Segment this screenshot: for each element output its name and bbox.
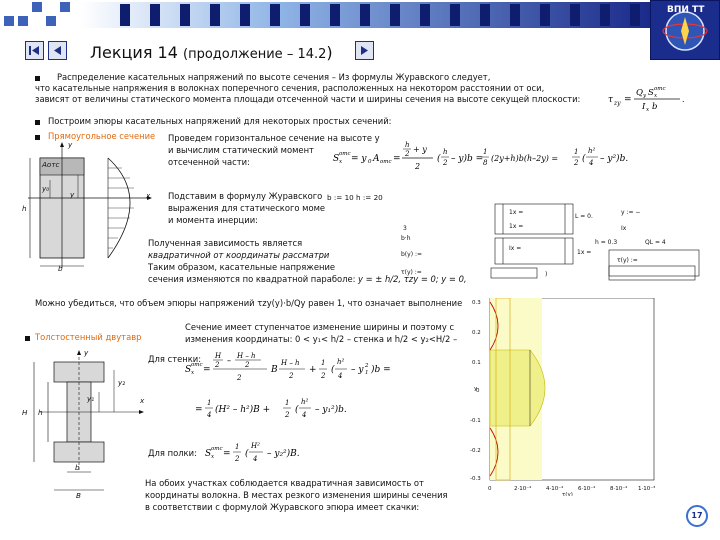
rect-text: и вычислим статический момент [168,145,314,155]
svg-text:QL = 4: QL = 4 [645,239,666,246]
svg-text:x: x [339,159,343,165]
svg-text:τ(y) :=: τ(y) := [401,269,422,276]
svg-text:2: 2 [285,411,290,419]
mathcad-params: b := 10 h := 20 [327,193,383,202]
svg-text:2: 2 [405,150,410,158]
svg-text:x: x [646,107,650,113]
svg-text:1: 1 [365,370,369,376]
rect-heading: Прямоугольное сечение [48,131,156,141]
logo [650,0,720,60]
svg-text:b·h: b·h [401,235,411,242]
zhuravsky-formula [608,84,688,116]
rect-text: Подставим в формулу Журавского [168,191,323,201]
svg-text:+ y: + y [413,145,427,154]
svg-text:отс: отс [380,159,392,165]
bullet [35,120,40,125]
rect-section-diagram [18,140,168,278]
svg-text:– y₁²)b.: – y₁²)b. [315,405,347,415]
nav-prev-button[interactable] [48,41,67,60]
axis-label-x: x [140,396,145,405]
svg-text:= y: = y [351,154,367,164]
svg-text:Ix =: Ix = [509,245,522,252]
svg-text:2: 2 [289,372,294,380]
wall-formula-2 [195,392,395,430]
flange-formula [205,436,365,474]
label-y1: y₁ [87,394,95,403]
svg-text:h: h [405,141,410,149]
skip-back-icon [26,42,43,59]
svg-text:b(y) :=: b(y) := [401,251,422,258]
tick-label: 4·10⁻⁴ [546,486,564,492]
svg-text:4: 4 [589,159,594,167]
rect-text: Полученная зависимость является [148,238,303,248]
rect-text: сечения изменяются по квадратной параболе: [148,274,356,284]
svg-text:H – h: H – h [281,359,300,367]
svg-text:1x =: 1x = [577,249,592,256]
page-number-badge [686,505,708,527]
label-B: B [76,491,81,500]
page-title: Лекция 14 (продолжение – 14.2) [90,43,333,62]
flange-label: Для полки: [148,448,197,458]
wall-label: Для стенки: [148,354,202,364]
svg-text:4: 4 [207,411,212,419]
svg-text:B: B [271,365,278,375]
label-b: b [75,463,80,472]
svg-text:h²: h² [588,147,596,155]
nav-next-button[interactable] [355,41,374,60]
label-h: h [38,408,43,417]
page-number: 17 [691,511,703,520]
svg-text:отс: отс [654,86,666,92]
svg-text:– y: – y [351,365,364,375]
svg-text:=: = [223,449,231,459]
svg-text:b: b [652,102,658,112]
svg-text:– y)b =: – y)b = [451,154,484,164]
label-h: h [22,204,27,213]
intro-line-1: Распределение касательных напряжений по высоте сечения – Из формулы Журавского следует, [57,72,491,82]
svg-text:h: h [443,148,448,156]
svg-text:): ) [545,271,548,278]
arrow-right-icon [356,42,373,59]
tick-label: 0.2 [472,330,481,336]
svg-text:y := −: y := − [621,209,641,216]
rect-boundary-values: y = ± h/2, τzy = 0; y = 0, [358,274,467,284]
svg-text:2: 2 [443,159,448,167]
svg-text:(: ( [437,154,441,164]
svg-text:τ: τ [608,95,613,105]
rect-text: квадратичной от координаты рассматри [148,250,330,260]
svg-text:h²: h² [301,398,309,406]
tick-label: 0.1 [472,360,481,366]
svg-text:H²: H² [251,442,260,450]
svg-text:1x =: 1x = [509,209,524,216]
svg-text:1x =: 1x = [509,223,524,230]
svg-text:A: A [373,154,380,164]
rect-text: выражения для статического моме [168,203,326,213]
svg-text:(: ( [331,365,335,375]
axis-label-x: x [146,191,151,200]
label-y2: y₂ [118,378,126,387]
svg-text:–: – [227,356,231,365]
svg-text:отс: отс [191,362,203,368]
svg-text:1: 1 [321,359,326,367]
svg-text:=: = [624,95,632,105]
wall-formula-1 [185,346,465,392]
label-y0: y₀ [42,184,50,193]
svg-text:x: x [211,454,215,460]
svg-text:H: H [215,352,222,360]
svg-text:1: 1 [235,443,240,451]
svg-text:S: S [333,154,340,164]
tick-label: 0 [488,486,492,492]
label-y: y [70,190,75,199]
header-stripe [0,0,650,36]
svg-text:2: 2 [235,455,240,463]
ibeam-text: координаты волокна. В местах резкого изменения ширины сечения [145,490,448,500]
svg-text:1: 1 [574,148,579,156]
svg-text:2: 2 [321,372,326,380]
nav-first-button[interactable] [25,41,44,60]
svg-text:(: ( [582,154,586,164]
svg-text:x: x [191,370,195,376]
axis-label-y: y [68,140,73,149]
svg-text:1: 1 [483,148,488,156]
svg-text:2: 2 [237,374,242,382]
svg-text:+: + [309,365,317,375]
svg-text:I: I [642,102,646,112]
svg-text:2: 2 [365,363,369,369]
svg-text:Q: Q [636,88,643,98]
svg-text:4: 4 [253,455,258,463]
title-close-paren: ) [326,43,333,62]
rect-text: Проведем горизонтальное сечение на высоте y [168,133,380,143]
svg-text:H – h: H – h [237,352,256,360]
tick-label: 1·10⁻³ [638,486,656,492]
svg-text:2: 2 [245,361,250,369]
tick-label: 8·10⁻⁴ [610,486,628,492]
svg-text:0: 0 [368,159,372,165]
svg-text:=: = [203,365,211,375]
intro-line-2: что касательные напряжения в волокнах поперечного сечения, расположенных на некотором расстоянии от оси, [35,83,545,93]
intro-bullet-2: Построим эпюры касательных напряжений для некоторых простых сечений: [48,116,392,126]
svg-text:(: ( [295,405,299,415]
ibeam-heading: Толстостенный двутавр [35,332,142,342]
svg-text:S: S [648,88,654,98]
intro-line-3: зависят от величины статического момента площади отсеченной части и ширины сечения на высоте секущей плоскости: [35,94,581,104]
page-subtitle: (продолжение – 14.2 [183,47,327,62]
svg-text:=: = [195,405,203,415]
bullet [25,336,30,341]
rect-text: Таким образом, касательные напряжение [148,262,336,272]
ibeam-text: в соответствии с формулой Журавского эпюра имеет скачки: [145,502,420,512]
svg-text:8: 8 [483,159,488,167]
ibeam-diagram [22,348,152,500]
plot-y-label: y [474,386,478,392]
label-area: Aотс [42,160,60,169]
svg-text:h²: h² [337,358,345,366]
label-H: H [22,408,28,417]
svg-text:zy: zy [614,100,621,107]
rect-volume-note: Можно убедиться, что объем эпюры напряжений τzy(y)·b/Qy равен 1, что означает выполнение [35,298,463,308]
plot-x-label: τ(y) [562,492,573,496]
svg-text:h = 0.3: h = 0.3 [595,239,618,246]
svg-text:2: 2 [574,159,579,167]
rect-text: и момента инерции: [168,215,258,225]
ibeam-text: изменения координаты: 0 < y₁< h/2 – стенка и h/2 < y₂<H/2 – [185,334,458,344]
svg-text:1: 1 [285,399,290,407]
svg-text:– y²)b.: – y²)b. [600,154,629,164]
svg-text:)b =: )b = [371,365,391,375]
ibeam-text: Сечение имеет ступенчатое изменение ширины и поэтому с [185,322,455,332]
mathcad-worksheet [395,190,715,282]
svg-text:=: = [393,154,401,164]
tick-label: -0.1 [470,418,481,424]
tick-label: 2·10⁻⁴ [514,486,532,492]
svg-text:3: 3 [403,225,407,232]
svg-text:y: y [643,93,647,99]
svg-text:отс: отс [211,446,223,452]
bullet [35,76,40,81]
svg-text:.: . [682,95,685,104]
svg-text:(H² – h²)B +: (H² – h²)B + [215,405,271,415]
axis-label-y: y [84,348,89,357]
rect-static-moment-formula-end [572,137,682,185]
svg-text:2: 2 [415,162,421,171]
rect-text: отсеченной части: [168,157,250,167]
tick-label: -0.3 [470,476,481,482]
svg-text:(2y+h)b(h–2y) =: (2y+h)b(h–2y) = [491,154,559,163]
svg-text:4: 4 [338,372,343,380]
svg-text:(: ( [245,449,249,459]
svg-text:2: 2 [215,361,220,369]
svg-text:1: 1 [207,399,212,407]
rect-static-moment-formula [333,137,573,185]
arrow-left-icon [49,42,66,59]
tick-label: 6·10⁻⁴ [578,486,596,492]
stress-plot [470,298,690,496]
svg-text:S: S [205,449,212,459]
svg-text:L = 0.: L = 0. [575,213,593,220]
tick-label: 0.3 [472,300,481,306]
svg-text:– y₂²)B.: – y₂²)B. [267,449,300,459]
tick-label: -0.2 [470,448,481,454]
tick-label: 0 [476,388,480,394]
svg-text:x: x [654,93,658,99]
svg-text:Ix: Ix [621,225,627,232]
logo-text: ВПИ ТТ [667,5,705,15]
svg-text:τ(y) :=: τ(y) := [617,257,638,264]
svg-text:S: S [185,365,192,375]
ibeam-text: На обоих участках соблюдается квадратичная зависимость от [145,478,424,488]
svg-text:4: 4 [302,411,307,419]
label-b: b [58,264,63,273]
svg-text:отс: отс [339,151,351,157]
